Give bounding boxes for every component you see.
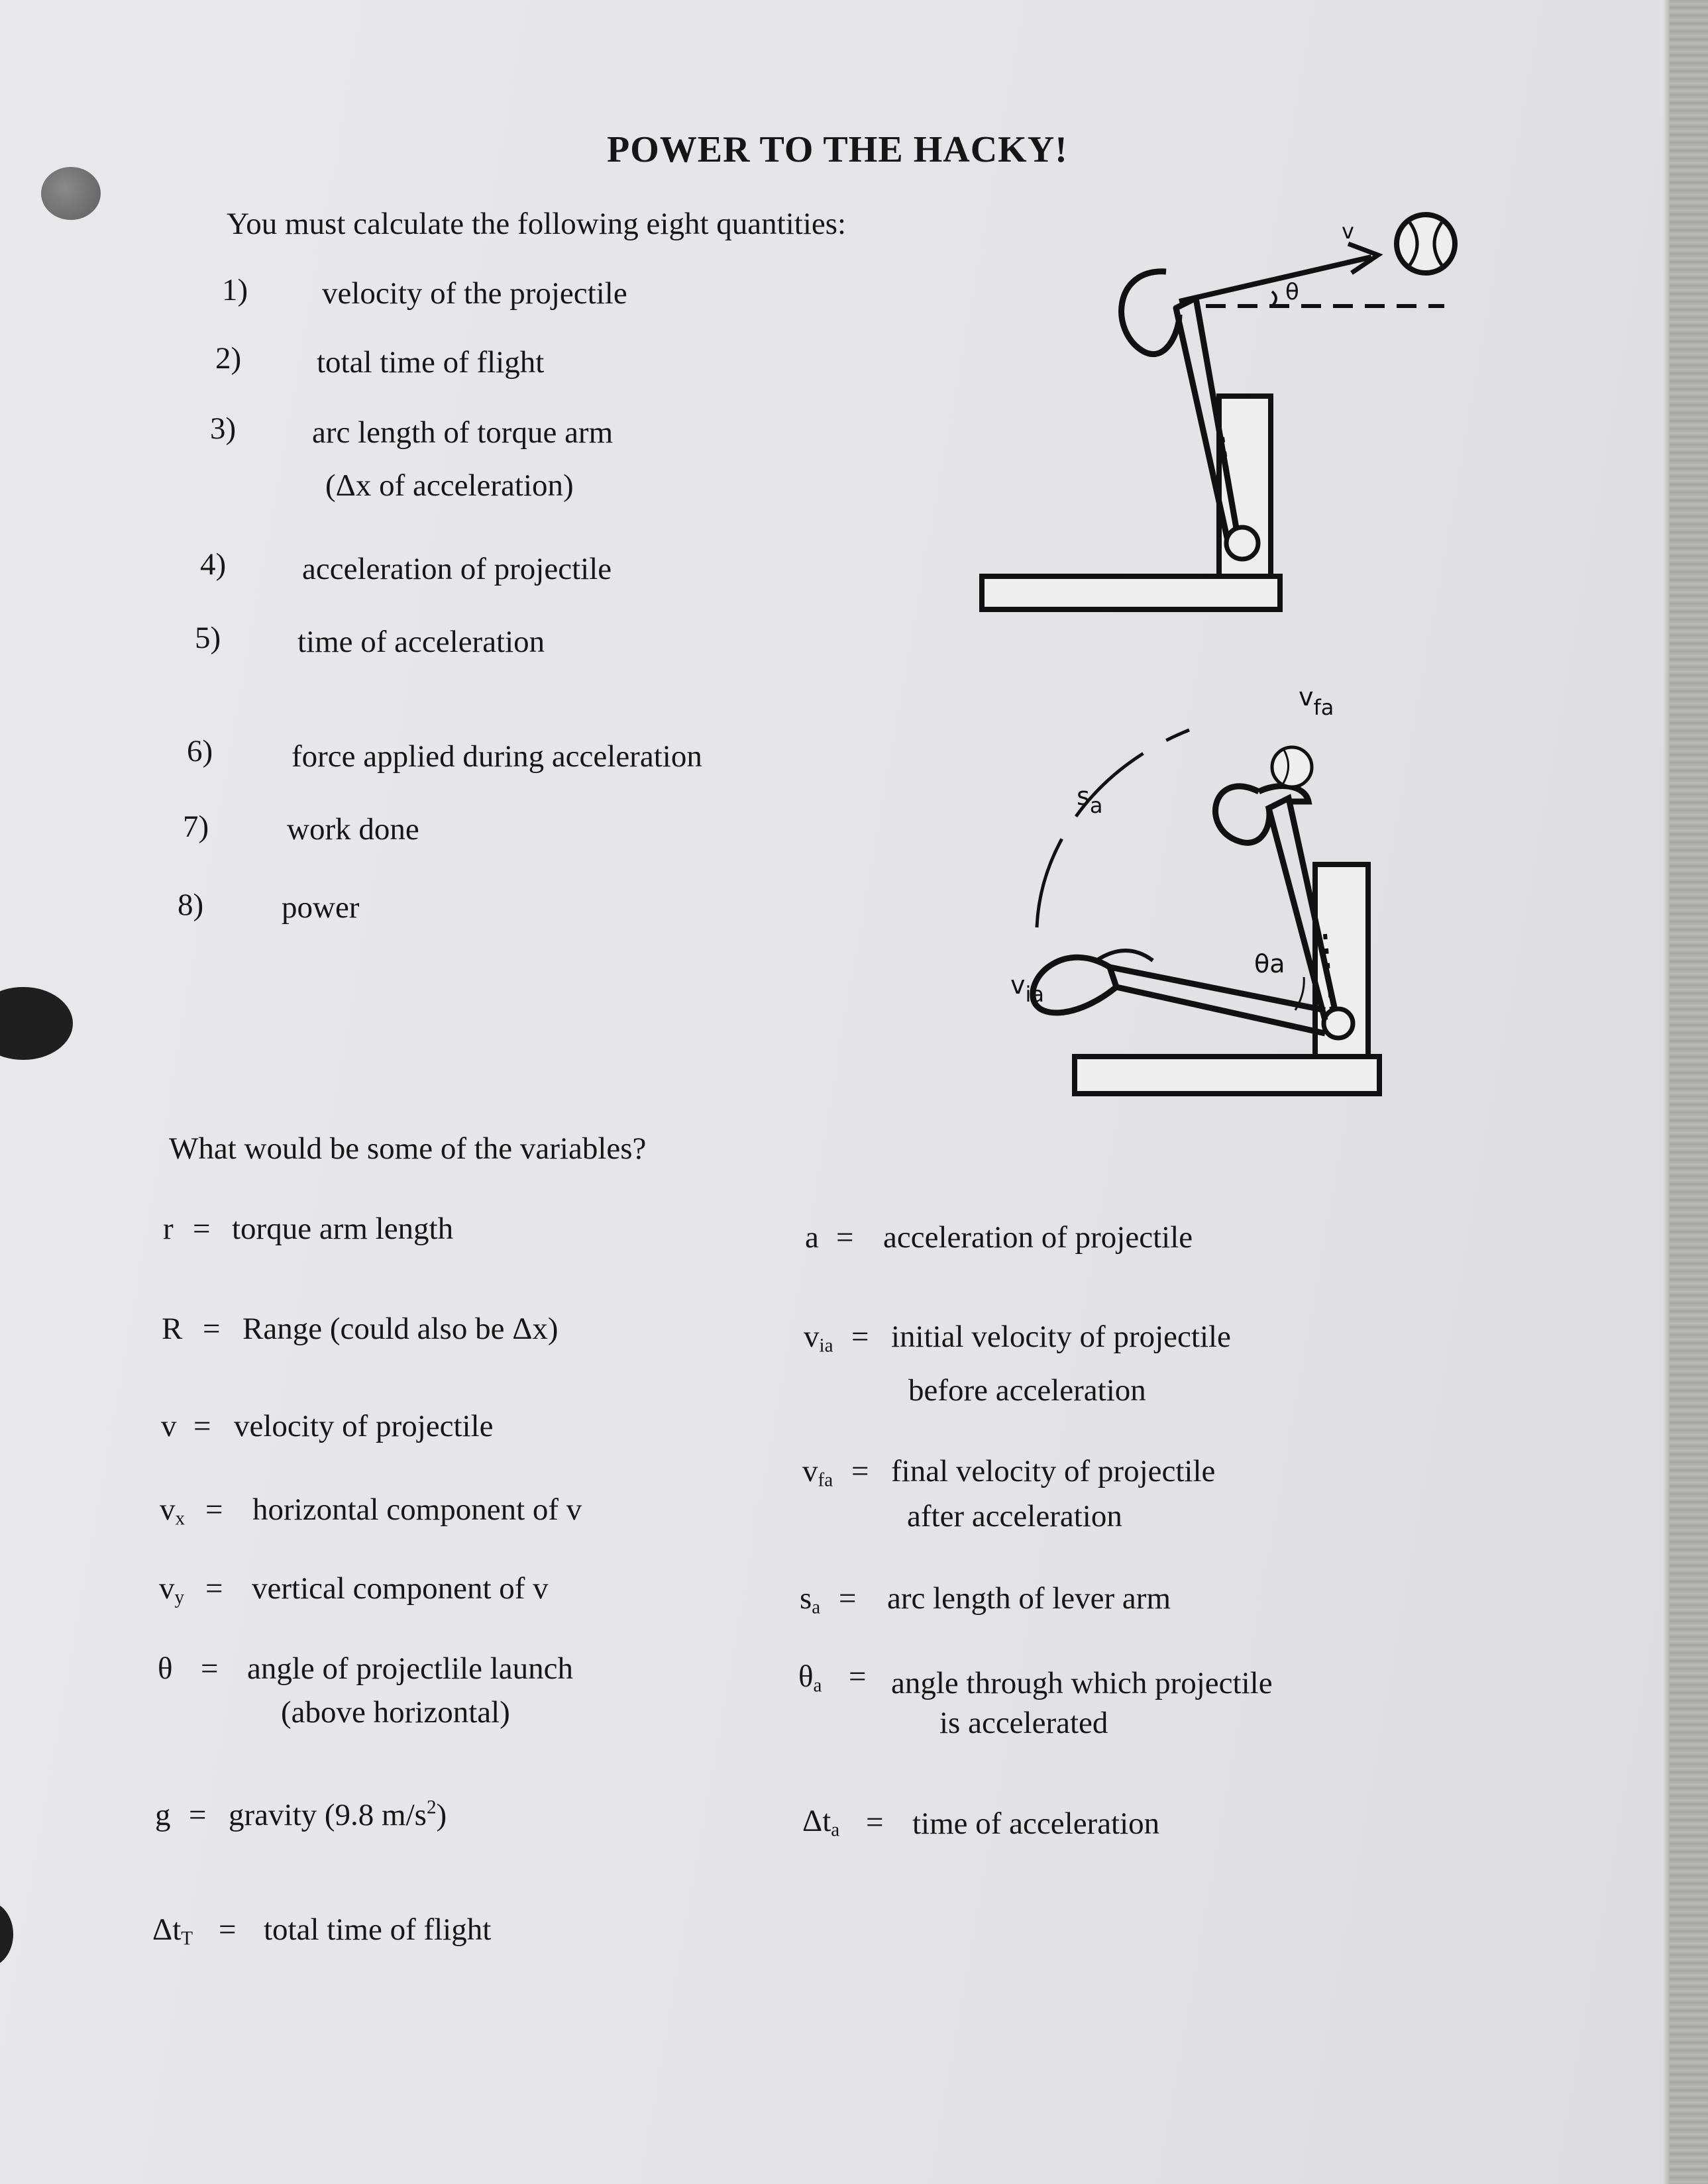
paper-edge-shadow (1663, 0, 1670, 2184)
punch-hole-top (41, 167, 101, 220)
list-item-sublabel: (Δx of acceleration) (325, 468, 574, 503)
variable-equals: = (193, 1409, 211, 1443)
punch-hole-bottom (0, 1901, 13, 1967)
variable-definition: total time of flight (264, 1912, 492, 1947)
variable-symbol: θ (158, 1651, 173, 1686)
launcher-acceleration-diagram (994, 676, 1405, 1106)
list-item-label: time of acceleration (297, 625, 545, 659)
list-item-label: acceleration of projectile (302, 552, 612, 586)
list-item-number: 8) (178, 888, 204, 922)
sa-subscript: a (1089, 793, 1103, 818)
velocity-label: v (1342, 219, 1354, 244)
pivot-circle (1324, 1009, 1353, 1038)
list-item-label: power (282, 890, 360, 925)
list-item-label: total time of flight (317, 345, 545, 380)
variable-definition: velocity of projectile (234, 1409, 494, 1443)
variable-equals: = (851, 1454, 869, 1488)
page-title: POWER TO THE HACKY! (607, 129, 1068, 170)
variable-equals: = (203, 1312, 221, 1346)
variable-symbol: $\theta_a$ (798, 1659, 822, 1696)
launcher-base (982, 576, 1280, 609)
via-symbol: v (1010, 970, 1026, 1000)
launcher-cup (1122, 272, 1179, 354)
variable-symbol: $v_y$ (159, 1571, 185, 1608)
list-item-number: 7) (183, 809, 209, 844)
variable-symbol: $v_{fa}$ (802, 1454, 833, 1491)
variable-definition: initial velocity of projectile (891, 1320, 1231, 1354)
variable-definition: vertical component of v (252, 1571, 549, 1606)
variable-definition: horizontal component of v (252, 1492, 582, 1527)
variable-definition: angle of projectlile launch (247, 1651, 573, 1686)
variable-definition-line2: (above horizontal) (281, 1695, 510, 1730)
variable-definition-line2: before acceleration (908, 1373, 1146, 1408)
intro-text: You must calculate the following eight quantities: (227, 207, 847, 241)
variable-symbol: $\Delta t_T$ (152, 1912, 193, 1950)
variable-definition-line2: is accelerated (939, 1706, 1108, 1740)
list-item-label: arc length of torque arm (312, 415, 614, 450)
variable-equals: = (839, 1581, 857, 1616)
baseball-icon (1272, 747, 1312, 787)
list-item-number: 2) (215, 341, 242, 376)
list-item-number: 5) (195, 621, 221, 655)
variable-symbol: $s_a$ (800, 1581, 821, 1618)
variable-definition: angle through which projectile (891, 1666, 1273, 1700)
baseball-icon (1397, 215, 1455, 273)
sa-symbol: s (1077, 782, 1090, 811)
vfa-symbol: v (1299, 682, 1314, 711)
variables-heading: What would be some of the variables? (169, 1131, 647, 1166)
variable-equals: = (849, 1659, 867, 1694)
arc-path (1037, 730, 1189, 927)
angle-arc (1272, 291, 1276, 306)
list-item-number: 6) (187, 734, 213, 768)
variable-definition-line2: after acceleration (907, 1499, 1122, 1534)
launcher-base (1075, 1057, 1379, 1094)
variable-equals: = (836, 1220, 854, 1255)
variable-equals: = (866, 1805, 884, 1840)
list-item-number: 1) (222, 273, 248, 307)
variable-definition: Range (could also be Δx) (242, 1312, 559, 1346)
variable-definition: time of acceleration (912, 1806, 1160, 1841)
variable-symbol: a (805, 1220, 819, 1255)
vfa-subscript: fa (1313, 695, 1334, 720)
variable-equals: = (851, 1320, 869, 1354)
lowered-arm (1110, 967, 1325, 1033)
background-edge (1670, 0, 1708, 2184)
variable-definition: final velocity of projectile (891, 1454, 1216, 1488)
variable-symbol: $v_x$ (160, 1492, 186, 1530)
list-item-label: work done (287, 812, 419, 847)
variable-equals: = (189, 1798, 207, 1832)
variable-equals: = (193, 1212, 211, 1246)
variable-definition: acceleration of projectile (883, 1220, 1193, 1255)
list-item-number: 3) (210, 411, 237, 446)
variable-equals: = (219, 1912, 237, 1947)
list-item-label: force applied during acceleration (292, 739, 702, 774)
list-item-label: velocity of the projectile (322, 276, 627, 311)
vfa-label (1299, 682, 1334, 720)
angle-label: θ (1285, 279, 1299, 305)
theta-a-label: θa (1254, 949, 1285, 978)
variable-definition: gravity (9.8 $m/s^2$) (229, 1796, 447, 1832)
variable-symbol: R (162, 1312, 183, 1346)
variable-definition: arc length of lever arm (887, 1581, 1171, 1616)
pivot-circle (1226, 527, 1258, 559)
variable-equals: = (205, 1571, 223, 1606)
variable-symbol: r (163, 1212, 174, 1246)
variable-symbol: v (161, 1409, 177, 1443)
variable-symbol: g (155, 1798, 171, 1832)
variable-symbol: $\Delta t_a$ (802, 1804, 840, 1841)
launcher-release-diagram (967, 199, 1484, 623)
variable-equals: = (205, 1492, 223, 1527)
variable-symbol: $v_{ia}$ (804, 1320, 833, 1357)
list-item-number: 4) (200, 547, 227, 582)
via-subscript: ia (1025, 982, 1044, 1007)
variable-definition: torque arm length (232, 1212, 454, 1246)
punch-hole-middle (0, 987, 73, 1060)
raised-cup (1215, 786, 1269, 843)
lowered-ball-bump (1096, 951, 1153, 961)
variable-equals: = (201, 1651, 219, 1686)
lowered-cup (1033, 957, 1116, 1013)
